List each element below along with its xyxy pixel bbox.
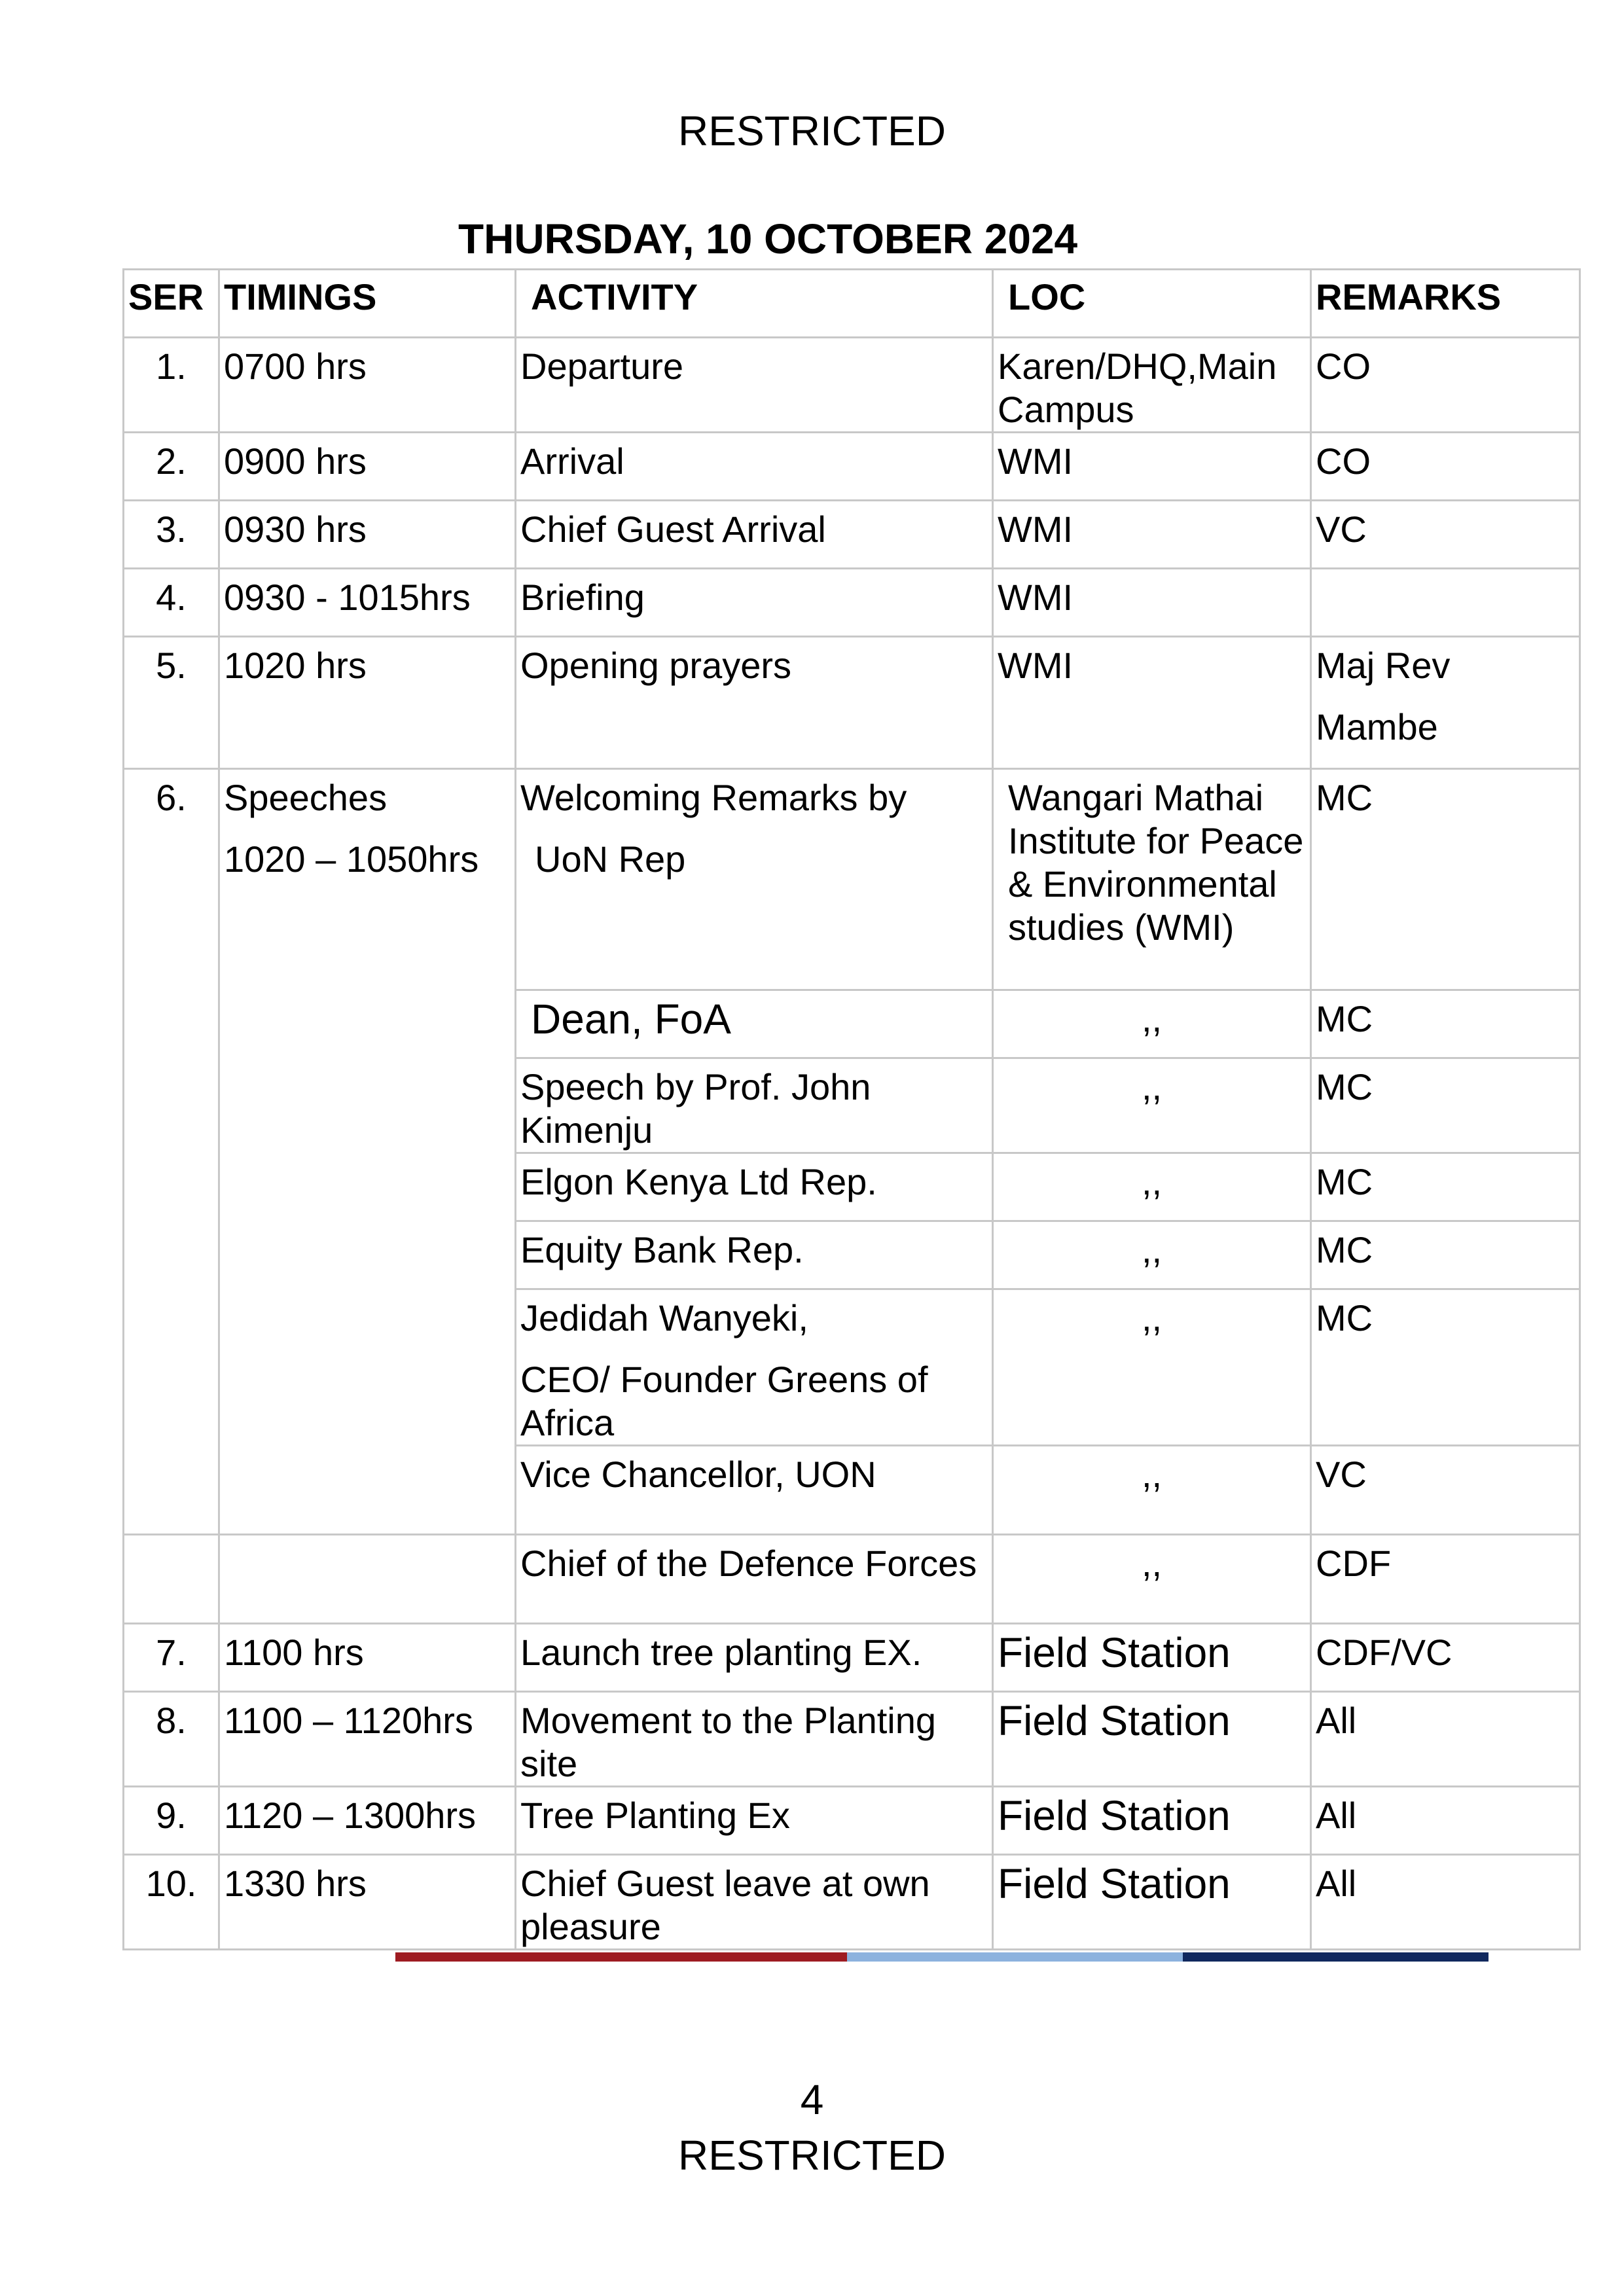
table-row	[124, 1787, 1580, 1855]
ser-cell: 1.	[124, 338, 219, 433]
ser-cell: 2.	[124, 433, 219, 501]
colour-bar-segment-navy	[1183, 1952, 1489, 1962]
activity-cell: Movement to the Planting site	[516, 1692, 993, 1787]
loc-cell: ,,	[993, 1535, 1311, 1624]
remarks-cell: All	[1311, 1855, 1580, 1950]
activity-line: CEO/ Founder Greens of Africa	[520, 1359, 928, 1443]
timing-cell: 1020 hrs	[219, 637, 516, 769]
timing-cell	[219, 1535, 516, 1624]
timing-cell: 1100 hrs	[219, 1624, 516, 1692]
table-row	[124, 769, 1580, 990]
timing-cell	[219, 769, 516, 1535]
loc-cell: Field Station	[993, 1624, 1311, 1692]
loc-cell: WMI	[993, 637, 1311, 769]
activity-cell: Chief of the Defence Forces	[516, 1535, 993, 1624]
ser-cell: 8.	[124, 1692, 219, 1787]
activity-cell: Speech by Prof. John Kimenju	[516, 1058, 993, 1153]
ser-cell: 5.	[124, 637, 219, 769]
activity-cell: Elgon Kenya Ltd Rep.	[516, 1153, 993, 1221]
timing-cell: 0930 hrs	[219, 501, 516, 569]
activity-cell	[516, 769, 993, 990]
table-row	[124, 569, 1580, 637]
loc-cell: ,,	[993, 1221, 1311, 1289]
activity-line: Jedidah Wanyeki,	[520, 1297, 808, 1338]
remarks-cell: MC	[1311, 769, 1580, 990]
remarks-line: Mambe	[1316, 706, 1438, 747]
remarks-cell: CDF	[1311, 1535, 1580, 1624]
timing-line: Speeches	[224, 777, 388, 818]
ser-cell: 6.	[124, 769, 219, 1535]
ser-cell: 3.	[124, 501, 219, 569]
timing-cell: 1100 – 1120hrs	[219, 1692, 516, 1787]
loc-cell: Field Station	[993, 1855, 1311, 1950]
schedule-table	[122, 268, 1581, 1950]
table-row	[124, 1692, 1580, 1787]
activity-cell: Chief Guest Arrival	[516, 501, 993, 569]
top-classification-marking: RESTRICTED	[678, 107, 946, 154]
ser-cell: 4.	[124, 569, 219, 637]
table-row	[124, 637, 1580, 769]
timing-cell: 0900 hrs	[219, 433, 516, 501]
colour-bar-segment-red	[395, 1952, 847, 1962]
table-row	[124, 501, 1580, 569]
remarks-cell: CDF/VC	[1311, 1624, 1580, 1692]
table-row	[124, 433, 1580, 501]
loc-cell: WMI	[993, 501, 1311, 569]
column-header-timings: TIMINGS	[219, 270, 516, 338]
page-number: 4	[800, 2076, 824, 2123]
activity-cell: Equity Bank Rep.	[516, 1221, 993, 1289]
remarks-cell: All	[1311, 1787, 1580, 1855]
column-header-activity: ACTIVITY	[516, 270, 993, 338]
activity-cell: Opening prayers	[516, 637, 993, 769]
schedule-title: THURSDAY, 10 OCTOBER 2024	[458, 215, 1078, 262]
activity-cell: Tree Planting Ex	[516, 1787, 993, 1855]
table-row	[124, 1855, 1580, 1950]
remarks-cell	[1311, 569, 1580, 637]
loc-cell: Field Station	[993, 1692, 1311, 1787]
remarks-cell: MC	[1311, 1153, 1580, 1221]
loc-cell: ,,	[993, 1446, 1311, 1535]
activity-cell: Chief Guest leave at own pleasure	[516, 1855, 993, 1950]
table-row	[124, 1624, 1580, 1692]
activity-cell: Dean, FoA	[516, 990, 993, 1058]
remarks-cell: CO	[1311, 338, 1580, 433]
remarks-cell: MC	[1311, 1289, 1580, 1446]
remarks-line: Maj Rev	[1316, 645, 1451, 686]
activity-cell: Launch tree planting EX.	[516, 1624, 993, 1692]
ser-cell: 10.	[124, 1855, 219, 1950]
timing-cell: 0700 hrs	[219, 338, 516, 433]
column-header-ser: SER	[124, 270, 219, 338]
decorative-colour-bar	[395, 1952, 1489, 1962]
activity-cell	[516, 1289, 993, 1446]
remarks-cell: MC	[1311, 1221, 1580, 1289]
ser-cell: 7.	[124, 1624, 219, 1692]
activity-cell: Briefing	[516, 569, 993, 637]
timing-line: 1020 – 1050hrs	[224, 838, 479, 880]
activity-cell: Arrival	[516, 433, 993, 501]
table-header-row	[124, 270, 1580, 338]
loc-cell: ,,	[993, 990, 1311, 1058]
loc-cell: WMI	[993, 433, 1311, 501]
table-row	[124, 1535, 1580, 1624]
table-row	[124, 338, 1580, 433]
timing-cell: 0930 - 1015hrs	[219, 569, 516, 637]
remarks-cell: MC	[1311, 1058, 1580, 1153]
timing-cell: 1330 hrs	[219, 1855, 516, 1950]
ser-cell	[124, 1535, 219, 1624]
loc-cell: ,,	[993, 1058, 1311, 1153]
column-header-loc: LOC	[993, 270, 1311, 338]
remarks-cell: VC	[1311, 1446, 1580, 1535]
remarks-cell: VC	[1311, 501, 1580, 569]
remarks-cell: MC	[1311, 990, 1580, 1058]
timing-cell: 1120 – 1300hrs	[219, 1787, 516, 1855]
activity-cell: Vice Chancellor, UON	[516, 1446, 993, 1535]
loc-cell: Wangari Mathai Institute for Peace & Environmental studies (WMI)	[993, 769, 1311, 990]
remarks-cell	[1311, 637, 1580, 769]
remarks-cell: All	[1311, 1692, 1580, 1787]
remarks-cell: CO	[1311, 433, 1580, 501]
colour-bar-segment-light-blue	[847, 1952, 1183, 1962]
activity-cell: Departure	[516, 338, 993, 433]
ser-cell: 9.	[124, 1787, 219, 1855]
bottom-classification-marking: RESTRICTED	[678, 2132, 946, 2179]
activity-line: UoN Rep	[535, 838, 686, 880]
loc-cell: WMI	[993, 569, 1311, 637]
loc-cell: ,,	[993, 1153, 1311, 1221]
column-header-remarks: REMARKS	[1311, 270, 1580, 338]
loc-cell: Field Station	[993, 1787, 1311, 1855]
loc-cell: ,,	[993, 1289, 1311, 1446]
activity-line: Welcoming Remarks by	[520, 777, 907, 818]
loc-cell: Karen/DHQ,Main Campus	[993, 338, 1311, 433]
